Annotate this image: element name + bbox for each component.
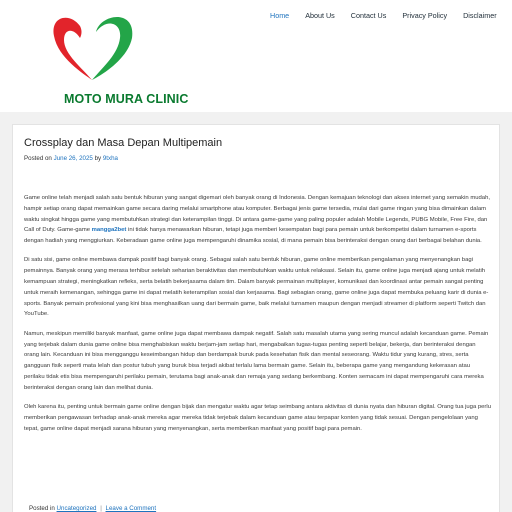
post-meta bbox=[24, 155, 118, 162]
leave-comment-link[interactable]: Leave a Comment bbox=[105, 505, 157, 512]
nav-privacy-policy[interactable]: Privacy Policy bbox=[402, 11, 448, 20]
paragraph-2: Di satu sisi, game online membawa dampak positif bagi banyak orang. Sebagai salah satu bentuk hiburan, game online memberikan pengalaman yang menyenangkan bagi pemainnya. Banyak orang yang merasa terhibur setelah seharian beraktivitas dan membutuhkan waktu untuk relaksasi. Selain itu, game online juga menjadi ajang untuk melatih kemampuan strategi, meningkatkan refleks, serta belatih bekerjasama dalam tim. Dalam banyak permainan multiplayer, komunikasi dan koordinasi antar pemain sangat penting untuk meraih kemenangan, sehingga game ini dapat melatih keterampilan sosial dan kerjasama. Bagi sebagian orang, game online juga dapat membuka peluang karir di dunia e-sports. Banyak pemain profesional yang kini bisa menghasilkan uang dari bermain game, baik melalui turnamen maupun dengan menjadi streamer di platform seperti Twitch dan YouTube. bbox=[24, 257, 489, 318]
paragraph-1-text-a: Game online telah menjadi salah satu bentuk hiburan yang sangat digemari oleh banyak orang di Indonesia. Dengan kemajuan teknologi dan akses internet yang semakin mudah, hampir setiap orang dapat memainkan game secara daring melalui smartphone atau komputer. Berbagai jenis game tersedia, mulai dari game ringan yang bisa dimainkan dalam waktu singkat hingga game yang membutuhkan strategi dan keterampilan tinggi. Di antara game-game yang paling populer adalah Mobile Legends, PUBG Mobile, Free Fire, dan Call of Duty. Game-game bbox=[24, 195, 490, 234]
site-name: MOTO MURA CLINIC bbox=[64, 92, 189, 106]
mangga2bet-link[interactable]: mangga2bet bbox=[91, 227, 127, 234]
post-body bbox=[24, 193, 492, 443]
site-logo[interactable] bbox=[36, 6, 189, 106]
footer-prefix: Posted in bbox=[29, 505, 55, 512]
post-date-link[interactable]: June 26, 2025 bbox=[53, 155, 93, 162]
main-nav bbox=[262, 11, 505, 20]
paragraph-1-text-b: ini tidak hanya menawarkan hiburan, tetapi juga memberi kesempatan bagi para pemain untuk berkompetisi dalam turnamen e-sports dengan hadiah yang menggiurkan. Keberadaan game online juga mempengaruhi dinamika sosial, di mana pemain bisa berinteraksi dengan orang dari berbagai belahan dunia. bbox=[24, 227, 482, 245]
nav-about-us[interactable]: About Us bbox=[305, 11, 335, 20]
post-footer bbox=[29, 505, 156, 512]
nav-disclaimer[interactable]: Disclaimer bbox=[463, 11, 497, 20]
nav-home[interactable]: Home bbox=[270, 11, 290, 20]
post-article bbox=[12, 124, 500, 512]
footer-separator: | bbox=[100, 505, 102, 512]
post-title: Crossplay dan Masa Depan Multipemain bbox=[24, 137, 223, 149]
category-link[interactable]: Uncategorized bbox=[56, 505, 97, 512]
nav-contact-us[interactable]: Contact Us bbox=[350, 11, 387, 20]
meta-by: by bbox=[94, 155, 102, 162]
paragraph-3: Namun, meskipun memiliki banyak manfaat, game online juga dapat membawa dampak negatif. Salah satu masalah utama yang sering muncul adalah kecanduan game. Pemain yang terjebak dalam dunia game online bisa menghabiskan waktu berjam-jam setiap hari, mengabaikan tugas-tugas penting seperti belajar, bekerja, dan berinteraksi dengan orang lain. Kecanduan ini bisa mengganggu keseimbangan hidup dan berdampak buruk pada kesehatan fisik dan mental seseorang. Waktu tidur yang kurang, stres, serta gangguan fisik seperti mata lelah dan postur tubuh yang buruk bisa terjadi akibat terlalu lama bermain game. Selain itu, beberapa game yang mengandung kekerasan atau perilaku tidak etis bisa mempengaruhi perilaku pemain, terutama bagi anak-anak dan remaja yang sedang berkembang. Konten semacam ini dapat mempengaruhi cara mereka berinteraksi dengan orang lain dan melihat dunia. bbox=[24, 330, 489, 391]
site-header bbox=[0, 0, 512, 112]
heart-logo-icon bbox=[44, 8, 140, 92]
paragraph-1 bbox=[24, 193, 492, 247]
meta-prefix: Posted on bbox=[24, 155, 52, 162]
post-author-link[interactable]: 9txha bbox=[102, 155, 118, 162]
paragraph-4: Oleh karena itu, penting untuk bermain game online dengan bijak dan mengatur waktu agar tetap seimbang antara aktivitas di dunia nyata dan hiburan digital. Orang tua juga perlu memberikan pengawasan terhadap anak-anak mereka agar mereka tidak terjebak dalam kecanduan game atau terpapar konten yang tidak sesuai. Dengan pengelolaan yang tepat, game online dapat menjadi sarana hiburan yang menyenangkan, serta memberikan manfaat yang positif bagi para pemain. bbox=[24, 404, 491, 432]
